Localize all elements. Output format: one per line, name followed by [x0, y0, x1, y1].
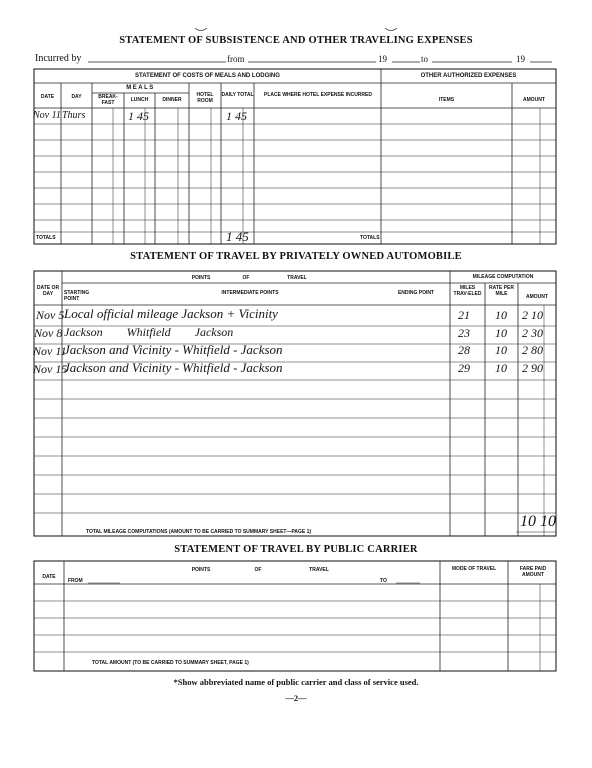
day-header: DAY: [71, 94, 82, 100]
daily-total-header: DAILY TOTAL: [221, 92, 254, 98]
auto-row-miles: 21: [458, 308, 470, 322]
carrier-total-label: TOTAL AMOUNT (TO BE CARRIED TO SUMMARY SHEET, PAGE 1): [92, 660, 249, 666]
starting-point-header: STARTING POINT: [64, 290, 90, 302]
footnote: *Show abbreviated name of public carrier and class of service used.: [173, 677, 419, 687]
auto-row-route: Jackson Whitfield Jackson: [64, 325, 234, 339]
auto-points-header: POINTS: [191, 275, 211, 281]
auto-row-rate: 10: [495, 343, 507, 357]
date-header: DATE: [40, 94, 55, 100]
totals-label-right: TOTALS: [360, 235, 380, 241]
meal-row-lunch: 1 45: [128, 109, 149, 123]
auto-row-date: Nov 15: [33, 362, 68, 376]
lunch-header: LUNCH: [130, 97, 149, 103]
auto-row-rate: 10: [495, 308, 507, 322]
other-expenses-title: OTHER AUTHORIZED EXPENSES: [420, 73, 517, 79]
auto-row-route: Jackson and Vicinity - Whitfield - Jackson: [64, 360, 283, 375]
meal-row-date: Nov 11: [33, 110, 61, 121]
miles-traveled-header: MILES TRAV-ELED: [453, 285, 482, 297]
fare-amount-header: FARE PAID AMOUNT: [519, 566, 547, 578]
breakfast-header: BREAK-FAST: [98, 94, 118, 106]
auto-date-header: DATE OR DAY: [36, 285, 60, 297]
auto-row-miles: 23: [458, 326, 470, 340]
totals-label: TOTALS: [36, 235, 56, 241]
ending-point-header: ENDING POINT: [397, 290, 435, 296]
auto-row-miles: 29: [458, 361, 470, 375]
items-header: ITEMS: [438, 97, 455, 103]
to-label: to: [421, 54, 429, 64]
auto-row-route: Local official mileage Jackson + Vicinity: [64, 306, 278, 321]
mileage-header: MILEAGE COMPUTATION: [472, 274, 534, 280]
auto-of-header: OF: [242, 275, 250, 281]
year-label-start: 19: [378, 54, 387, 64]
auto-section-title: STATEMENT OF TRAVEL BY PRIVATELY OWNED AUTOMOBILE: [130, 251, 462, 262]
auto-row-amount: 2 10: [522, 308, 543, 322]
place-header: PLACE WHERE HOTEL EXPENSE INCURRED: [264, 92, 372, 98]
auto-row-rate: 10: [495, 326, 507, 340]
from-label: from: [227, 54, 245, 64]
mode-of-travel-header: MODE OF TRAVEL: [451, 566, 497, 572]
rate-per-mile-header: RATE PER MILE: [489, 285, 514, 297]
auto-row-amount: 2 90: [522, 361, 543, 375]
mileage-total-value: 10 10: [520, 513, 556, 530]
subsistence-title: STATEMENT OF SUBSISTENCE AND OTHER TRAVELING EXPENSES: [119, 35, 473, 46]
auto-amount-header: AMOUNT: [526, 294, 548, 300]
auto-travel-header: TRAVEL: [287, 275, 307, 281]
auto-row-date: Nov 11: [33, 344, 67, 358]
auto-row-amount: 2 30: [522, 326, 543, 340]
auto-row-rate: 10: [495, 361, 507, 375]
meals-header: MEALS: [126, 85, 155, 91]
totals-value: 1 45: [226, 229, 249, 244]
intermediate-points-header: INTERMEDIATE POINTS: [221, 290, 279, 296]
amount-header: AMOUNT: [523, 97, 545, 103]
carrier-from-label: FROM: [68, 578, 83, 584]
page-number: —2—: [285, 693, 307, 703]
auto-row-amount: 2 80: [522, 343, 543, 357]
auto-row-date: Nov 8: [34, 326, 63, 340]
auto-row-miles: 28: [458, 343, 470, 357]
year-label-end: 19: [516, 54, 525, 64]
carrier-date-header: DATE: [42, 574, 56, 580]
carrier-section-title: STATEMENT OF TRAVEL BY PUBLIC CARRIER: [174, 544, 418, 555]
carrier-of-header: OF: [254, 567, 262, 573]
hotel-room-header: HOTEL ROOM: [196, 92, 214, 104]
auto-row-route: Jackson and Vicinity - Whitfield - Jackson: [64, 342, 283, 357]
carrier-travel-header: TRAVEL: [309, 567, 329, 573]
carrier-to-label: TO: [380, 578, 387, 584]
meal-row-day: Thurs: [62, 110, 86, 121]
mileage-total-label: TOTAL MILEAGE COMPUTATIONS (AMOUNT TO BE CARRIED TO SUMMARY SHEET—PAGE 1): [86, 529, 312, 535]
incurred-by-label: Incurred by: [35, 53, 82, 64]
meals-section-title: STATEMENT OF COSTS OF MEALS AND LODGING: [135, 73, 280, 79]
carrier-points-header: POINTS: [191, 567, 211, 573]
auto-row-date: Nov 5: [36, 308, 65, 322]
meal-row-daily-total: 1 45: [226, 109, 247, 123]
dinner-header: DINNER: [162, 97, 182, 103]
